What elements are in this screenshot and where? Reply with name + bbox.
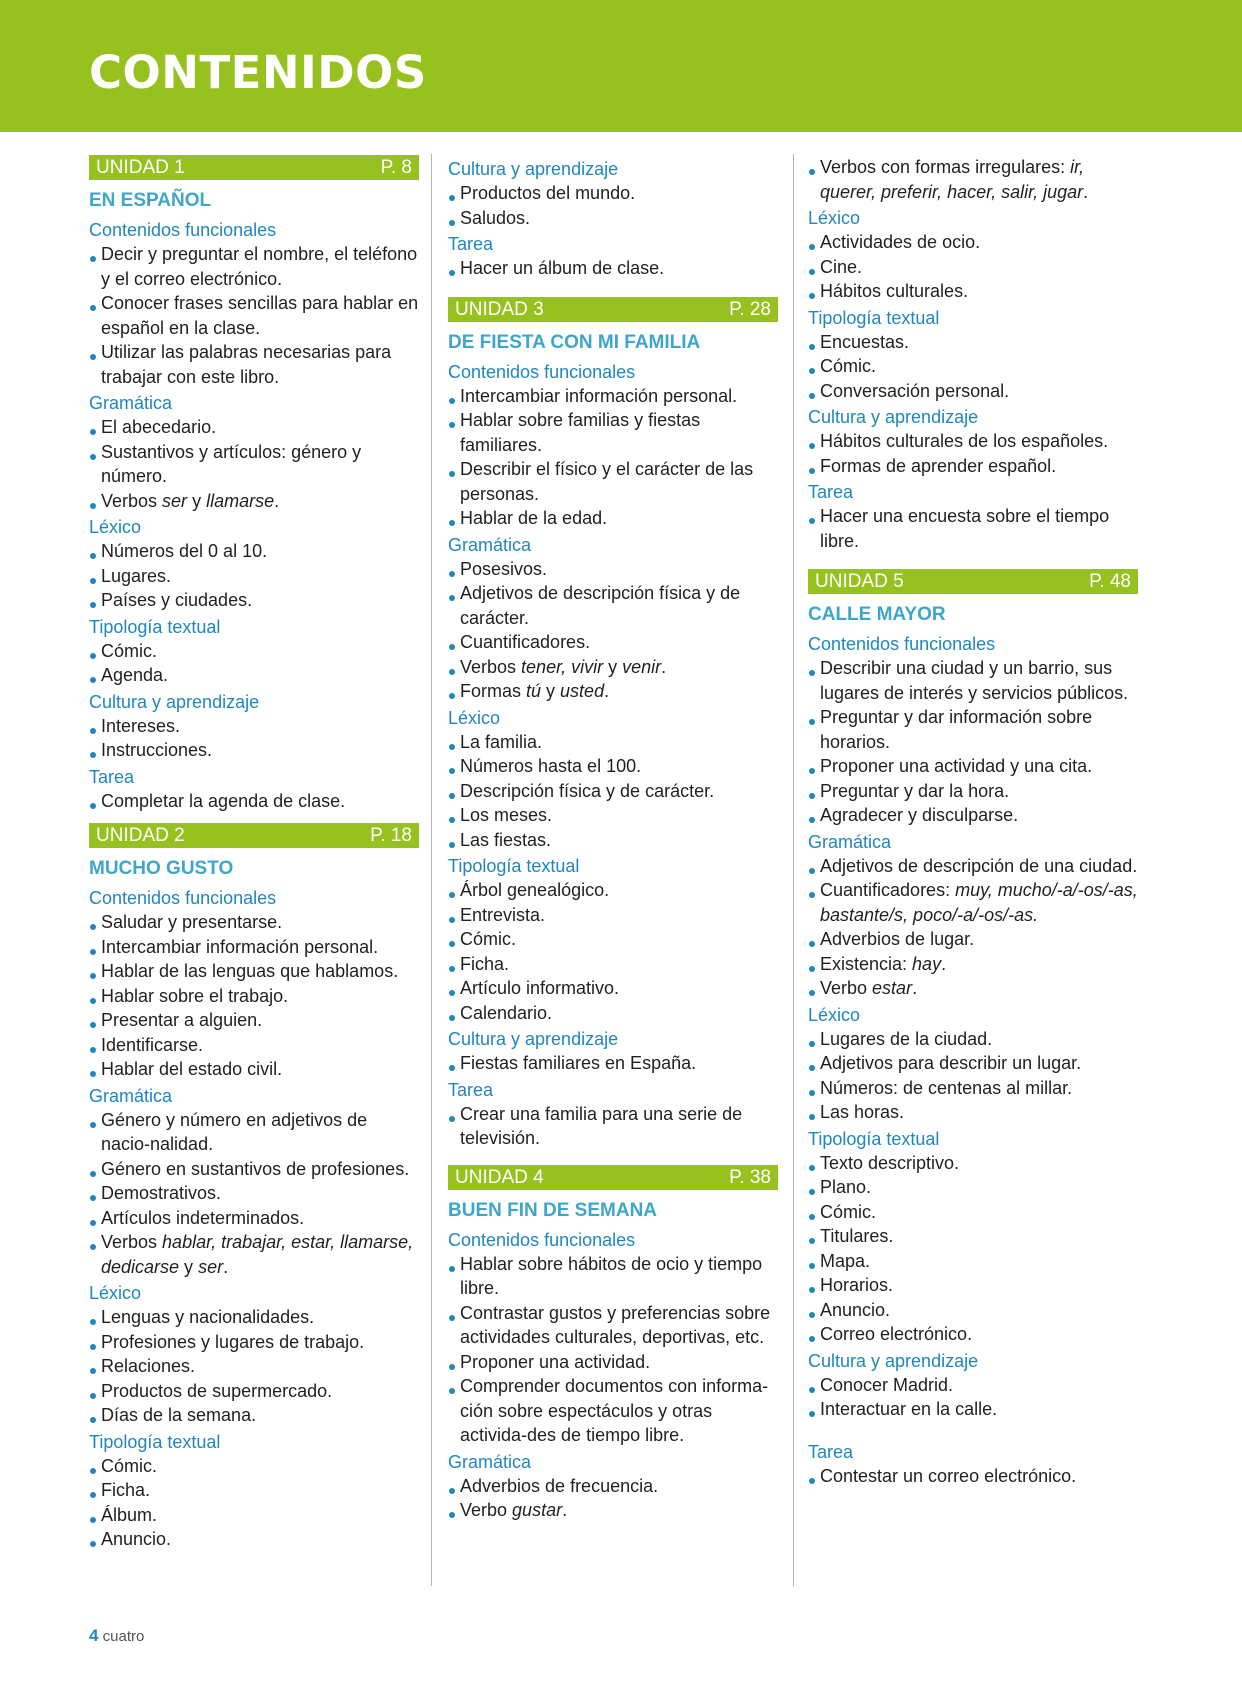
column-3 [808, 155, 1138, 1488]
section-title: Cultura y aprendizaje [808, 1350, 979, 1371]
section-title: Gramática [808, 831, 892, 852]
section-title: Contenidos funcionales [448, 361, 636, 382]
section-title: Léxico [89, 1283, 142, 1303]
section-title: Tarea [808, 1441, 854, 1462]
list-item: Formas tú y usted. [448, 679, 778, 704]
page-title: CONTENIDOS [89, 46, 427, 99]
list-item: Álbum. [89, 1503, 419, 1528]
list-item: Posesivos. [448, 557, 778, 582]
list-item: Números del 0 al 10. [89, 539, 419, 564]
list-item: Existencia: hay. [808, 952, 1138, 977]
unit-page: P. 18 [370, 825, 412, 846]
list-item: Anuncio. [808, 1298, 1138, 1323]
list-item: Adjetivos para describir un lugar. [808, 1051, 1138, 1076]
column-1 [89, 155, 419, 1552]
list-item: Lugares de la ciudad. [808, 1027, 1138, 1052]
list-item: Verbos tener, vivir y venir. [448, 655, 778, 680]
section-title: Cultura y aprendizaje [448, 1029, 619, 1049]
list-item: Entrevista. [448, 903, 778, 928]
list-item: Saludar y presentarse. [89, 910, 419, 935]
list-item: Interactuar en la calle. [808, 1397, 1138, 1422]
section-title: Tipología textual [448, 856, 580, 876]
unit-header [448, 297, 778, 322]
unit-header [89, 155, 419, 180]
list-item: Profesiones y lugares de trabajo. [89, 1330, 419, 1355]
list-item: Relaciones. [89, 1354, 419, 1379]
list-item: Correo electrónico. [808, 1322, 1138, 1347]
section-title: Contenidos funcionales [448, 1229, 636, 1250]
list-item: Instrucciones. [89, 738, 419, 763]
list-item: Agenda. [89, 663, 419, 688]
list-item: Productos de supermercado. [89, 1379, 419, 1404]
list-item: Saludos. [448, 206, 778, 231]
list-item: Plano. [808, 1175, 1138, 1200]
unit-page: P. 8 [380, 157, 412, 178]
list-item: Conocer frases sencillas para hablar en español en la clase. [89, 291, 419, 340]
list-item: Verbo estar. [808, 976, 1138, 1001]
list-item: Hablar del estado civil. [89, 1057, 419, 1082]
section-title: Tipología textual [89, 1431, 221, 1452]
list-item: Conversación personal. [808, 379, 1138, 404]
list-item: Cine. [808, 255, 1138, 280]
section-title: Tipología textual [808, 1128, 940, 1149]
unit-label: UNIDAD 5 [815, 571, 904, 592]
list-item: Crear una familia para una serie de televisión. [448, 1102, 778, 1151]
unit-header [448, 1165, 778, 1190]
list-item: Días de la semana. [89, 1403, 419, 1428]
list-item: Decir y preguntar el nombre, el teléfono y el correo electrónico. [89, 242, 419, 291]
list-item: Hacer un álbum de clase. [448, 256, 778, 281]
list-item: Utilizar las palabras necesarias para trabajar con este libro. [89, 340, 419, 389]
section-title: Tarea [89, 766, 135, 787]
list-item: Los meses. [448, 803, 778, 828]
column-divider [793, 154, 794, 1586]
unit-page: P. 28 [729, 298, 771, 320]
column-divider [431, 154, 432, 1586]
unit-label: UNIDAD 4 [455, 1166, 544, 1188]
list-item: Mapa. [808, 1249, 1138, 1274]
section-title: Cultura y aprendizaje [89, 691, 260, 712]
list-item: Ficha. [89, 1478, 419, 1503]
list-item: Identificarse. [89, 1033, 419, 1058]
list-item: Preguntar y dar información sobre horarios. [808, 705, 1138, 754]
spacer [448, 1151, 778, 1165]
list-item: Texto descriptivo. [808, 1151, 1138, 1176]
unit-label: UNIDAD 1 [96, 157, 185, 178]
list-item: Hábitos culturales de los españoles. [808, 429, 1138, 454]
list-item: Agradecer y disculparse. [808, 803, 1138, 828]
list-item: Hacer una encuesta sobre el tiempo libre. [808, 504, 1138, 553]
list-item: Números hasta el 100. [448, 754, 778, 779]
list-item: Hábitos culturales. [808, 279, 1138, 304]
list-item: Conocer Madrid. [808, 1373, 1138, 1398]
list-item: Adverbios de lugar. [808, 927, 1138, 952]
list-item: Completar la agenda de clase. [89, 789, 419, 814]
unit-title: MUCHO GUSTO [89, 858, 234, 879]
unit-header [808, 569, 1138, 594]
list-item: Calendario. [448, 1001, 778, 1026]
list-item: Actividades de ocio. [808, 230, 1138, 255]
page-header [0, 0, 1242, 132]
list-item: Género y número en adjetivos de nacio-nalidad. [89, 1108, 419, 1157]
list-item: Anuncio. [89, 1527, 419, 1552]
unit-title: CALLE MAYOR [808, 604, 946, 625]
list-item: Cuantificadores. [448, 630, 778, 655]
list-item: Verbos hablar, trabajar, estar, llamarse, dedicarse y ser. [89, 1230, 419, 1279]
list-item: Verbos ser y llamarse. [89, 489, 419, 514]
section-title: Léxico [808, 208, 861, 228]
list-item: Contestar un correo electrónico. [808, 1464, 1138, 1489]
page-number: 4 [89, 1626, 99, 1645]
list-item: Hablar de la edad. [448, 506, 778, 531]
list-item: Comprender documentos con informa-ción sobre espectáculos y otras activida-des de tiempo libre. [448, 1374, 778, 1448]
list-item: Árbol genealógico. [448, 878, 778, 903]
list-item: Describir el físico y el carácter de las personas. [448, 457, 778, 506]
list-item: Sustantivos y artículos: género y número. [89, 440, 419, 489]
unit-label: UNIDAD 2 [96, 825, 185, 846]
list-item: Descripción física y de carácter. [448, 779, 778, 804]
list-item: Cómic. [808, 354, 1138, 379]
section-title: Tarea [448, 1079, 494, 1100]
list-item: Horarios. [808, 1273, 1138, 1298]
list-item: Artículo informativo. [448, 976, 778, 1001]
section-title: Tipología textual [808, 307, 940, 328]
list-item: Cómic. [448, 927, 778, 952]
list-item: Hablar de las lenguas que hablamos. [89, 959, 419, 984]
list-item: Lugares. [89, 564, 419, 589]
section-title: Tipología textual [89, 616, 221, 637]
section-title: Léxico [89, 517, 142, 537]
list-item: Cómic. [89, 1454, 419, 1479]
list-item: Preguntar y dar la hora. [808, 779, 1138, 804]
spacer [89, 813, 419, 823]
list-item: Las fiestas. [448, 828, 778, 853]
section-title: Cultura y aprendizaje [808, 407, 979, 427]
section-title: Contenidos funcionales [89, 220, 277, 240]
section-title: Gramática [448, 534, 532, 555]
list-item: Formas de aprender español. [808, 454, 1138, 479]
unit-title: BUEN FIN DE SEMANA [448, 1199, 658, 1221]
section-title: Contenidos funcionales [89, 888, 277, 908]
list-item: Proponer una actividad. [448, 1350, 778, 1375]
list-item: Adjetivos de descripción física y de carácter. [448, 581, 778, 630]
list-item: Cómic. [808, 1200, 1138, 1225]
list-item: Intercambiar información personal. [89, 935, 419, 960]
list-item: Titulares. [808, 1224, 1138, 1249]
list-item: Demostrativos. [89, 1181, 419, 1206]
list-item: La familia. [448, 730, 778, 755]
unit-page: P. 48 [1089, 571, 1131, 592]
list-item: Verbos con formas irregulares: ir, querer, preferir, hacer, salir, jugar. [808, 155, 1138, 204]
column-2 [448, 155, 778, 1523]
list-item: Artículos indeterminados. [89, 1206, 419, 1231]
list-item: Adverbios de frecuencia. [448, 1474, 778, 1499]
list-item: Números: de centenas al millar. [808, 1076, 1138, 1101]
unit-header [89, 823, 419, 848]
list-item: Lenguas y nacionalidades. [89, 1305, 419, 1330]
unit-label: UNIDAD 3 [455, 298, 544, 320]
spacer [448, 281, 778, 297]
section-title: Contenidos funcionales [808, 634, 996, 654]
section-title: Tarea [808, 482, 854, 502]
list-item: Encuestas. [808, 330, 1138, 355]
list-item: Adjetivos de descripción de una ciudad. [808, 854, 1138, 879]
list-item: Cuantificadores: muy, mucho/-a/-os/-as, bastante/s, poco/-a/-os/-as. [808, 878, 1138, 927]
section-title: Léxico [808, 1004, 861, 1025]
list-item: Verbo gustar. [448, 1498, 778, 1523]
unit-title: EN ESPAÑOL [89, 190, 212, 211]
unit-title: DE FIESTA CON MI FAMILIA [448, 331, 701, 353]
list-item: Cómic. [89, 639, 419, 664]
list-item: Hablar sobre familias y fiestas familiares. [448, 408, 778, 457]
spacer [808, 1422, 1138, 1438]
section-title: Tarea [448, 234, 494, 254]
spacer [808, 553, 1138, 569]
page-footer [89, 1626, 144, 1646]
list-item: Las horas. [808, 1100, 1138, 1125]
section-title: Gramática [448, 1451, 532, 1472]
section-title: Gramática [89, 393, 173, 413]
section-title: Cultura y aprendizaje [448, 159, 619, 179]
list-item: Fiestas familiares en España. [448, 1051, 778, 1076]
list-item: Hablar sobre el trabajo. [89, 984, 419, 1009]
section-title: Gramática [89, 1085, 173, 1106]
list-item: Hablar sobre hábitos de ocio y tiempo libre. [448, 1252, 778, 1301]
list-item: Ficha. [448, 952, 778, 977]
list-item: El abecedario. [89, 415, 419, 440]
list-item: Describir una ciudad y un barrio, sus lugares de interés y servicios públicos. [808, 656, 1138, 705]
list-item: Género en sustantivos de profesiones. [89, 1157, 419, 1182]
unit-page: P. 38 [729, 1166, 771, 1188]
list-item: Contrastar gustos y preferencias sobre actividades culturales, deportivas, etc. [448, 1301, 778, 1350]
list-item: Presentar a alguien. [89, 1008, 419, 1033]
list-item: Productos del mundo. [448, 181, 778, 206]
list-item: Proponer una actividad y una cita. [808, 754, 1138, 779]
section-title: Léxico [448, 707, 501, 728]
list-item: Países y ciudades. [89, 588, 419, 613]
list-item: Intereses. [89, 714, 419, 739]
list-item: Intercambiar información personal. [448, 384, 778, 409]
page-number-word: cuatro [102, 1628, 145, 1645]
